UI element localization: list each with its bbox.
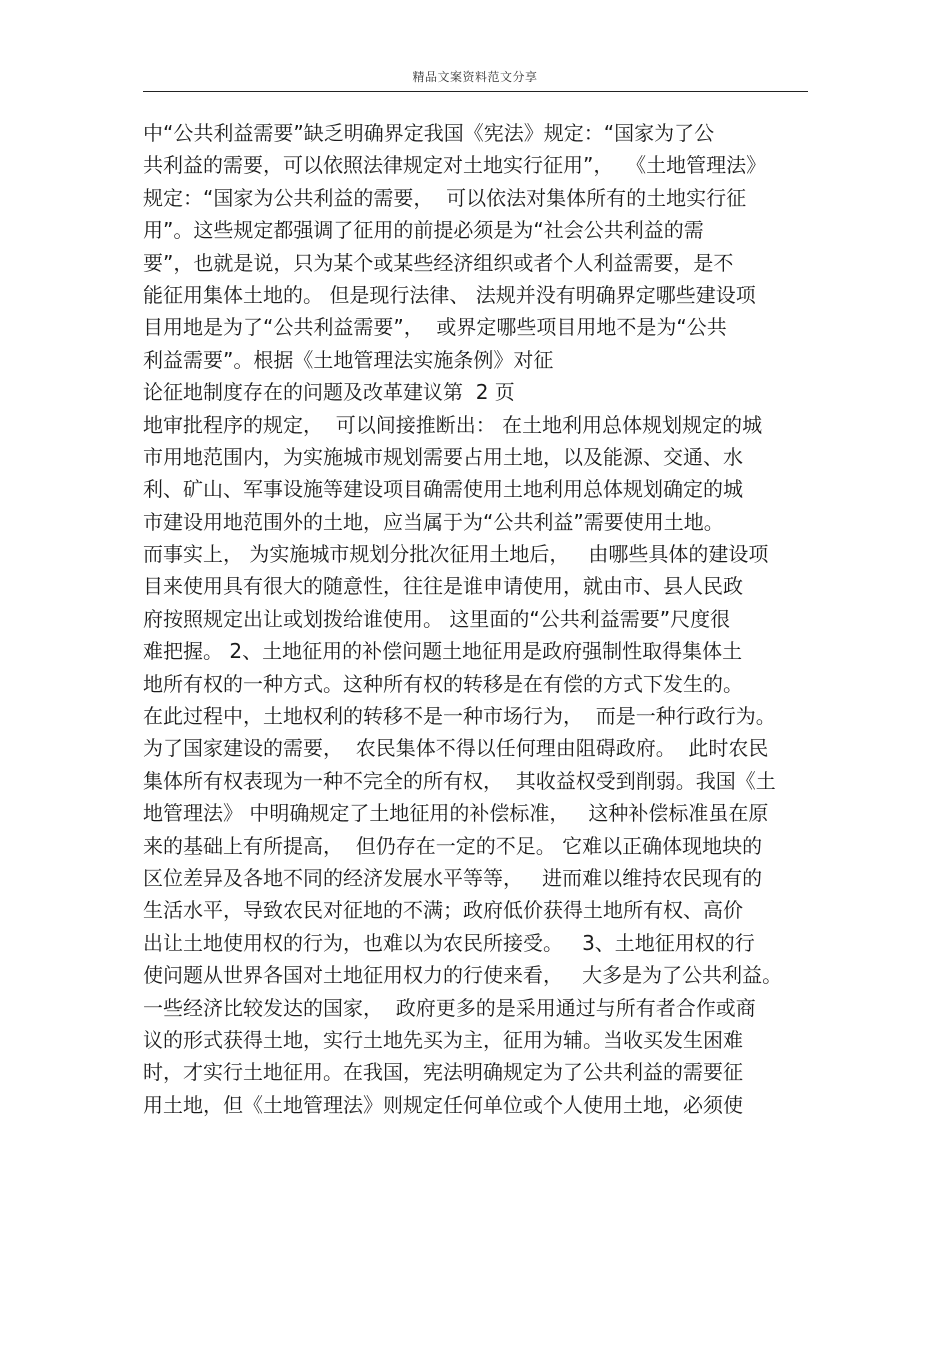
- text-line: 规定：“国家为公共利益的需要， 可以依法对集体所有的土地实行征: [143, 185, 747, 210]
- text-line: 地管理法》 中明确规定了土地征用的补偿标准， 这种补偿标准虽在原: [143, 801, 769, 826]
- text-line: 用”。这些规定都强调了征用的前提必须是为“社会公共利益的需: [143, 218, 704, 243]
- text-line: 议的形式获得土地，实行土地先买为主，征用为辅。当收买发生困难: [143, 1027, 743, 1052]
- text-line: 市建设用地范围外的土地，应当属于为“公共利益”需要使用土地。: [143, 509, 724, 534]
- text-line: 而事实上， 为实施城市规划分批次征用土地后， 由哪些具体的建设项: [143, 542, 769, 567]
- text-line: 利益需要”。根据《土地管理法实施条例》对征: [143, 347, 554, 372]
- text-line: 区位差异及各地不同的经济发展水平等等， 进而难以维持农民现有的: [143, 865, 763, 890]
- body-text: [143, 117, 823, 1121]
- text-line: 目用地是为了“公共利益需要”， 或界定哪些项目用地不是为“公共: [143, 315, 727, 340]
- text-line: 难把握。 2、土地征用的补偿问题土地征用是政府强制性取得集体土: [143, 639, 743, 664]
- text-line: 一些经济比较发达的国家， 政府更多的是采用通过与所有者合作或商: [143, 995, 756, 1020]
- header-divider: [143, 91, 808, 92]
- text-line: 生活水平，导致农民对征地的不满；政府低价获得土地所有权、高价: [143, 898, 743, 923]
- text-line: 为了国家建设的需要， 农民集体不得以任何理由阻碍政府。 此时农民: [143, 736, 769, 761]
- page-reference-line: 论征地制度存在的问题及改革建议第 2 页: [143, 380, 515, 405]
- page-header: 精品文案资料范文分享: [412, 70, 538, 84]
- text-line: 来的基础上有所提高， 但仍存在一定的不足。 它难以正确体现地块的: [143, 833, 763, 858]
- text-line: 地所有权的一种方式。这种所有权的转移是在有偿的方式下发生的。: [143, 671, 743, 696]
- text-line: 时，才实行土地征用。在我国，宪法明确规定为了公共利益的需要征: [143, 1060, 743, 1085]
- text-line: 共利益的需要，可以依照法律规定对土地实行征用”， 《土地管理法》: [143, 153, 767, 178]
- text-line: 使问题从世界各国对土地征用权力的行使来看， 大多是为了公共利益。: [143, 963, 783, 988]
- text-line: 市用地范围内，为实施城市规划需要占用土地，以及能源、交通、水: [143, 444, 743, 469]
- text-line: 利、矿山、军事设施等建设项目确需使用土地利用总体规划确定的城: [143, 477, 743, 502]
- text-line: 要”，也就是说，只为某个或某些经济组织或者个人利益需要，是不: [143, 250, 734, 275]
- text-line: 中“公共利益需要”缺乏明确界定我国《宪法》规定：“国家为了公: [143, 121, 715, 145]
- text-line: 在此过程中，土地权利的转移不是一种市场行为， 而是一种行政行为。: [143, 704, 776, 729]
- text-line: 目来使用具有很大的随意性，往往是谁申请使用，就由市、县人民政: [143, 574, 743, 599]
- text-line: 地审批程序的规定， 可以间接推断出： 在土地利用总体规划规定的城: [143, 412, 763, 437]
- text-line: 用土地，但《土地管理法》则规定任何单位或个人使用土地，必须使: [143, 1092, 743, 1117]
- text-line: 出让土地使用权的行为，也难以为农民所接受。 3、土地征用权的行: [143, 930, 755, 955]
- text-line: 能征用集体土地的。 但是现行法律、 法规并没有明确界定哪些建设项: [143, 282, 756, 307]
- text-line: 集体所有权表现为一种不完全的所有权， 其收益权受到削弱。我国《土: [143, 768, 776, 793]
- text-line: 府按照规定出让或划拨给谁使用。 这里面的“公共利益需要”尺度很: [143, 606, 731, 631]
